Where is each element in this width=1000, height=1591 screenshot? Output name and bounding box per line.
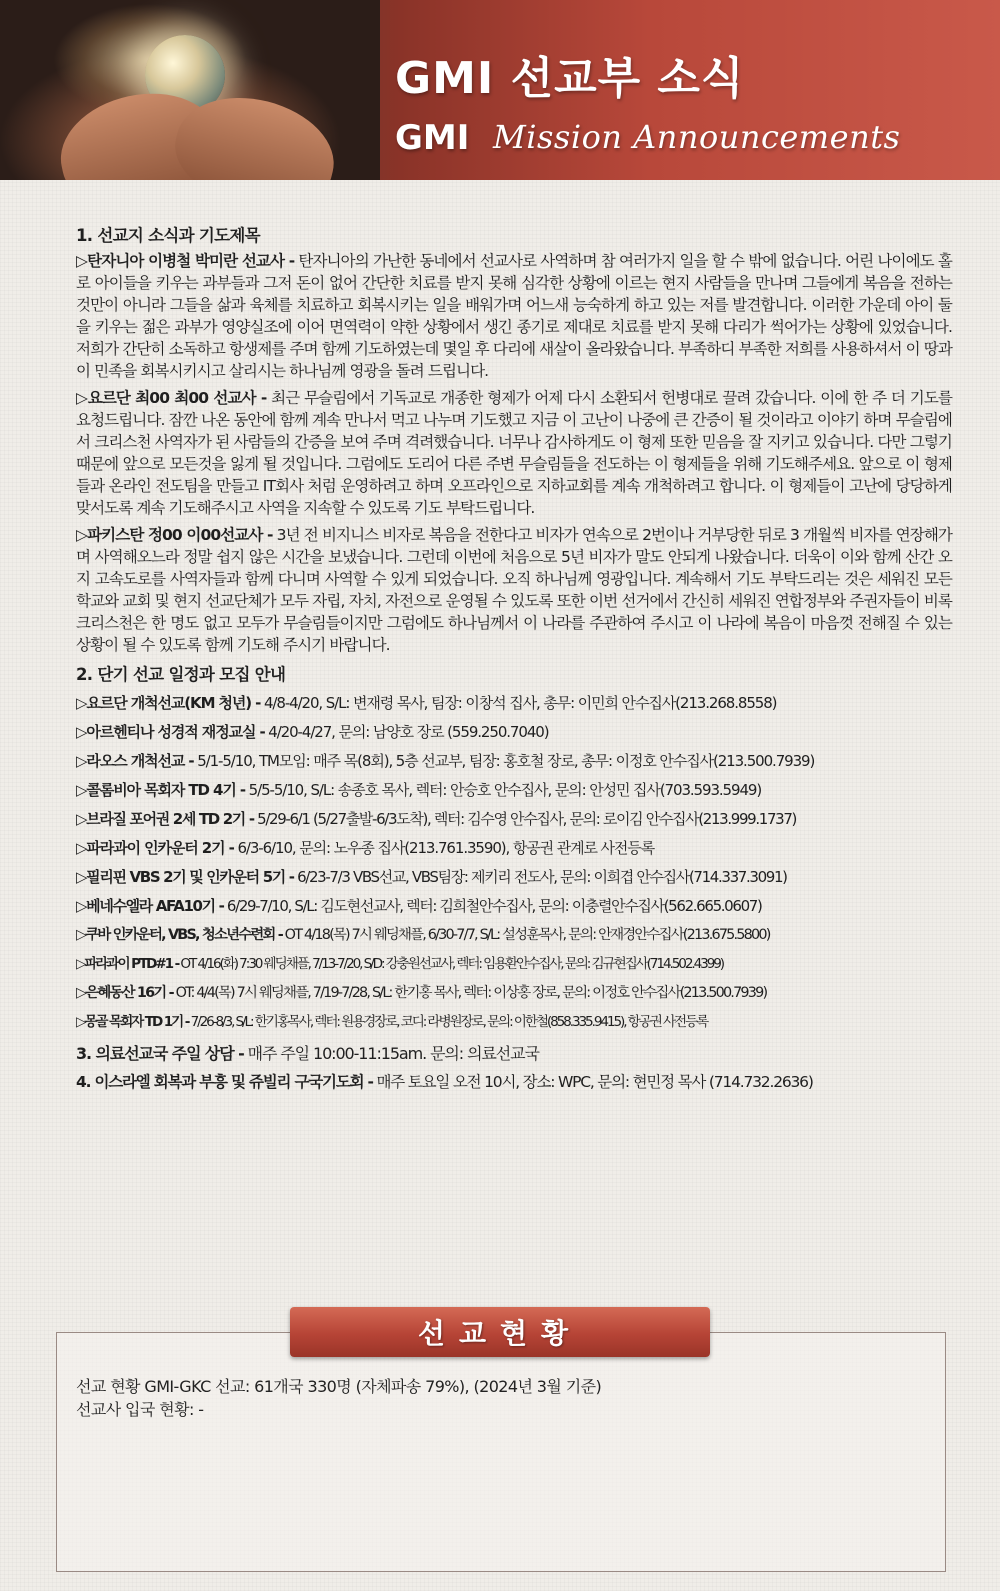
- mission-status-banner: [290, 1307, 710, 1357]
- schedule-detail: OT 4/16(화) 7:30 웨딩채플, 7/13-7/20, S/D: 강충원선교사, 렉터: 임용환안수집사, 문의: 김규현집사(714.502.4399): [178, 956, 723, 972]
- schedule-item: [76, 718, 952, 747]
- medical-consult-item: [76, 1039, 952, 1068]
- mission-status-title: 선교현황: [417, 1317, 583, 1350]
- schedule-detail: OT 4/18(목) 7시 웨딩채플, 6/30-7/7, S/L: 설성훈목사, 문의: 안재경안수집사(213.675.5800): [281, 927, 770, 943]
- mission-news-item: [76, 524, 952, 656]
- schedule-detail: 5/29-6/1 (5/27출발-6/3도착), 렉터: 김수영 안수집사, 문의: 로이김 안수집사(213.999.1737): [253, 810, 797, 828]
- schedule-detail: 6/29-7/10, S/L: 김도현선교사, 렉터: 김희철안수집사, 문의: 이충렬안수집사(562.665.0607): [223, 897, 762, 915]
- schedule-detail: 4/20-4/27, 문의: 남양호 장로 (559.250.7040): [264, 723, 549, 741]
- schedule-heading: ▷콜롬비아 목회자 TD 4기 -: [76, 781, 245, 799]
- hands-globe-photo: [0, 0, 380, 180]
- schedule-heading: ▷베네수엘라 AFA10기 -: [76, 897, 224, 915]
- section-heading-israel: 4. 이스라엘 회복과 부흥 및 쥬빌리 구국기도회 -: [76, 1073, 373, 1091]
- schedule-heading: ▷브라질 포어권 2세 TD 2기 -: [76, 810, 254, 828]
- announcements-body: [76, 222, 952, 1097]
- item-body: 탄자니아의 가난한 동네에서 선교사로 사역하며 참 여러가지 일을 할 수 밖에 없습니다. 어린 나이에도 홀로 아이들을 키우는 과부들과 그저 돈이 없어 간단한 치료를 받지 못해 심각한 상황에 이르는 현지 사람들을 만나며 그들에게 복음을 전하는 것만이 아니라 그들을 삶과 육체를 치료하고 회복시키는 일을 배워가며 어느새 능숙하게 하고 있는 저를 발견합니다. 이러한 가운데 아이 둘을 키우는 젊은 과부가 영양실조에 이어 면역력이 약한 상황에서 생긴 종기로 제대로 치료를 받지 못해 다리가 썩어가는 상황에 있었습니다. 저희가 간단히 소독하고 항생제를 주며 함께 기도하였는데 몇일 후 다리에 새살이 올라왔습니다. 부족하디 부족한 저희를 사용하셔서 이 땅과 이 민족을 회복시키시고 살리시는 하나님께 영광을 돌려 드립니다.: [76, 252, 952, 380]
- schedule-item: [76, 805, 952, 834]
- schedule-item: [76, 950, 952, 979]
- schedule-heading: ▷아르헨티나 성경적 재정교실 -: [76, 723, 265, 741]
- schedule-detail: 6/3-6/10, 문의: 노우종 집사(213.761.3590), 항공권 관계로 사전등록: [233, 839, 655, 857]
- schedule-detail: OT: 4/4(목) 7시 웨딩채플, 7/19-7/28, S/L: 한기홍 목사, 렉터: 이상홍 장로, 문의: 이정호 안수집사(213.500.7939): [172, 985, 767, 1001]
- header-banner: [0, 0, 1000, 180]
- schedule-item: [76, 747, 952, 776]
- missionary-arrival-line: 선교사 입국 현황: -: [76, 1400, 204, 1419]
- item-heading: ▷요르단 최00 최00 선교사 -: [76, 389, 267, 407]
- page-subtitle: Mission Announcements: [493, 118, 901, 156]
- section-title-short-term: 2. 단기 선교 일정과 모집 안내: [76, 665, 286, 684]
- schedule-item: [76, 834, 952, 863]
- mission-status-text: [76, 1375, 936, 1421]
- schedule-heading: ▷파라과이 인카운터 2기 -: [76, 839, 234, 857]
- schedule-heading: ▷쿠바 인카운터, VBS, 청소년수련회 -: [76, 927, 282, 943]
- schedule-heading: ▷은혜동산 16기 -: [76, 985, 173, 1001]
- mission-news-item: [76, 250, 952, 382]
- schedule-detail: 4/8-4/20, S/L: 변재령 목사, 팀장: 이창석 집사, 총무: 이민희 안수집사(213.268.8558): [260, 694, 777, 712]
- schedule-detail: 7/26-8/3, S/L: 한기홍목사, 렉터: 원용경장로, 코디: 라병원장로, 문의: 이한철(858.335.9415), 항공권 사전등록: [188, 1014, 708, 1030]
- prayer-meeting-item: [76, 1068, 952, 1097]
- medical-detail: 매주 주일 10:00-11:15am. 문의: 의료선교국: [243, 1044, 539, 1063]
- mission-news-item: [76, 387, 952, 519]
- schedule-heading: ▷라오스 개척선교 -: [76, 752, 194, 770]
- schedule-item: [76, 776, 952, 805]
- item-body: 3년 전 비지니스 비자로 복음을 전한다고 비자가 연속으로 2번이나 거부당한 뒤로 3 개월씩 비자를 연장해가며 사역해오느라 정말 쉽지 않은 시간을 보냈습니다. 그런데 이번에 처음으로 5년 비자가 말도 안되게 나왔습니다. 더욱이 이와 함께 산간 오지 고속도로를 사역자들과 함께 다니며 사역할 수 있게 되었습니다. 오직 하나님께 영광입니다. 계속해서 기도 부탁드리는 것은 세워진 모든 학교와 교회 및 현지 선교단체가 모두 자립, 자치, 자전으로 운영될 수 있도록 또한 이번 선거에서 간신히 세워진 연합정부와 주권자들이 비록 크리스천은 한 명도 없고 모두가 무슬림들이지만 그럼에도 하나님께서 이 나라를 주관하여 주시고 이 나라에 복음이 마음껏 전해질 수 있는 상황이 될 수 있도록 함께 기도해 주시기 바랍니다.: [76, 526, 953, 654]
- schedule-detail: 5/1-5/10, TM모임: 매주 목(8회), 5층 선교부, 팀장: 홍호철 장로, 총무: 이정호 안수집사(213.500.7939): [193, 752, 815, 770]
- schedule-heading: ▷요르단 개척선교(KM 청년) -: [76, 694, 261, 712]
- schedule-heading: ▷파라과이 PTD#1 -: [76, 956, 179, 972]
- mission-status-line: 선교 현황 GMI-GKC 선교: 61개국 330명 (자체파송 79%), (2024년 3월 기준): [76, 1377, 602, 1396]
- schedule-item: [76, 689, 952, 718]
- israel-detail: 매주 토요일 오전 10시, 장소: WPC, 문의: 현민정 목사 (714.732.2636): [372, 1073, 813, 1091]
- schedule-item: [76, 892, 952, 921]
- schedule-item: [76, 863, 952, 892]
- mission-status-box: [56, 1332, 946, 1572]
- item-body: 최근 무슬림에서 기독교로 개종한 형제가 어제 다시 소환되서 헌병대로 끌려 갔습니다. 이에 한 주 더 기도를 요청드립니다. 잠깐 나온 동안에 함께 계속 만나서 먹고 나누며 기도했고 지금 이 고난이 나중에 큰 간증이 될 것이라고 이야기 하며 무슬림에서 크리스천 사역자가 된 사람들의 간증을 보여 주며 격려했습니다. 너무나 감사하게도 이 형제 또한 믿음을 잘 지키고 있습니다. 다만 그렇기 때문에 앞으로 모든것을 잃게 될 것입니다. 그럼에도 도리어 다른 주변 무슬림들을 전도하는 이 형제들을 위해 기도해주세요. 앞으로 이 형제들과 온라인 전도팀을 만들고 IT회사 처럼 운영하려고 하며 오프라인으로 지하교회를 계속 개척하려고 합니다. 이 형제들이 고난에 당당하게 맞서도록 계속 기도해주시고 사역을 지속할 수 있도록 기도 부탁드립니다.: [76, 389, 952, 517]
- schedule-heading: ▷필리핀 VBS 2기 및 인카운터 5기 -: [76, 868, 294, 886]
- page-title: GMI 선교부 소식: [395, 53, 745, 104]
- schedule-item: [76, 921, 952, 950]
- item-heading: ▷파키스탄 정00 이00선교사 -: [76, 526, 273, 544]
- schedule-detail: 6/23-7/3 VBS선교, VBS팀장: 제키리 전도사, 문의: 이희겹 안수집사(714.337.3091): [293, 868, 787, 886]
- section-title-mission-news: 1. 선교지 소식과 기도제목: [76, 226, 260, 245]
- schedule-item: [76, 1008, 952, 1037]
- schedule-heading: ▷몽골 목회자 TD 1기 -: [76, 1014, 189, 1030]
- item-heading: ▷탄자니아 이병철 박미란 선교사 -: [76, 252, 295, 270]
- section-heading-medical: 3. 의료선교국 주일 상담 -: [76, 1044, 244, 1063]
- schedule-item: [76, 979, 952, 1008]
- page-subtitle-prefix: GMI: [395, 118, 470, 158]
- schedule-detail: 5/5-5/10, S/L: 송종호 목사, 렉터: 안승호 안수집사, 문의: 안성민 집사(703.593.5949): [245, 781, 762, 799]
